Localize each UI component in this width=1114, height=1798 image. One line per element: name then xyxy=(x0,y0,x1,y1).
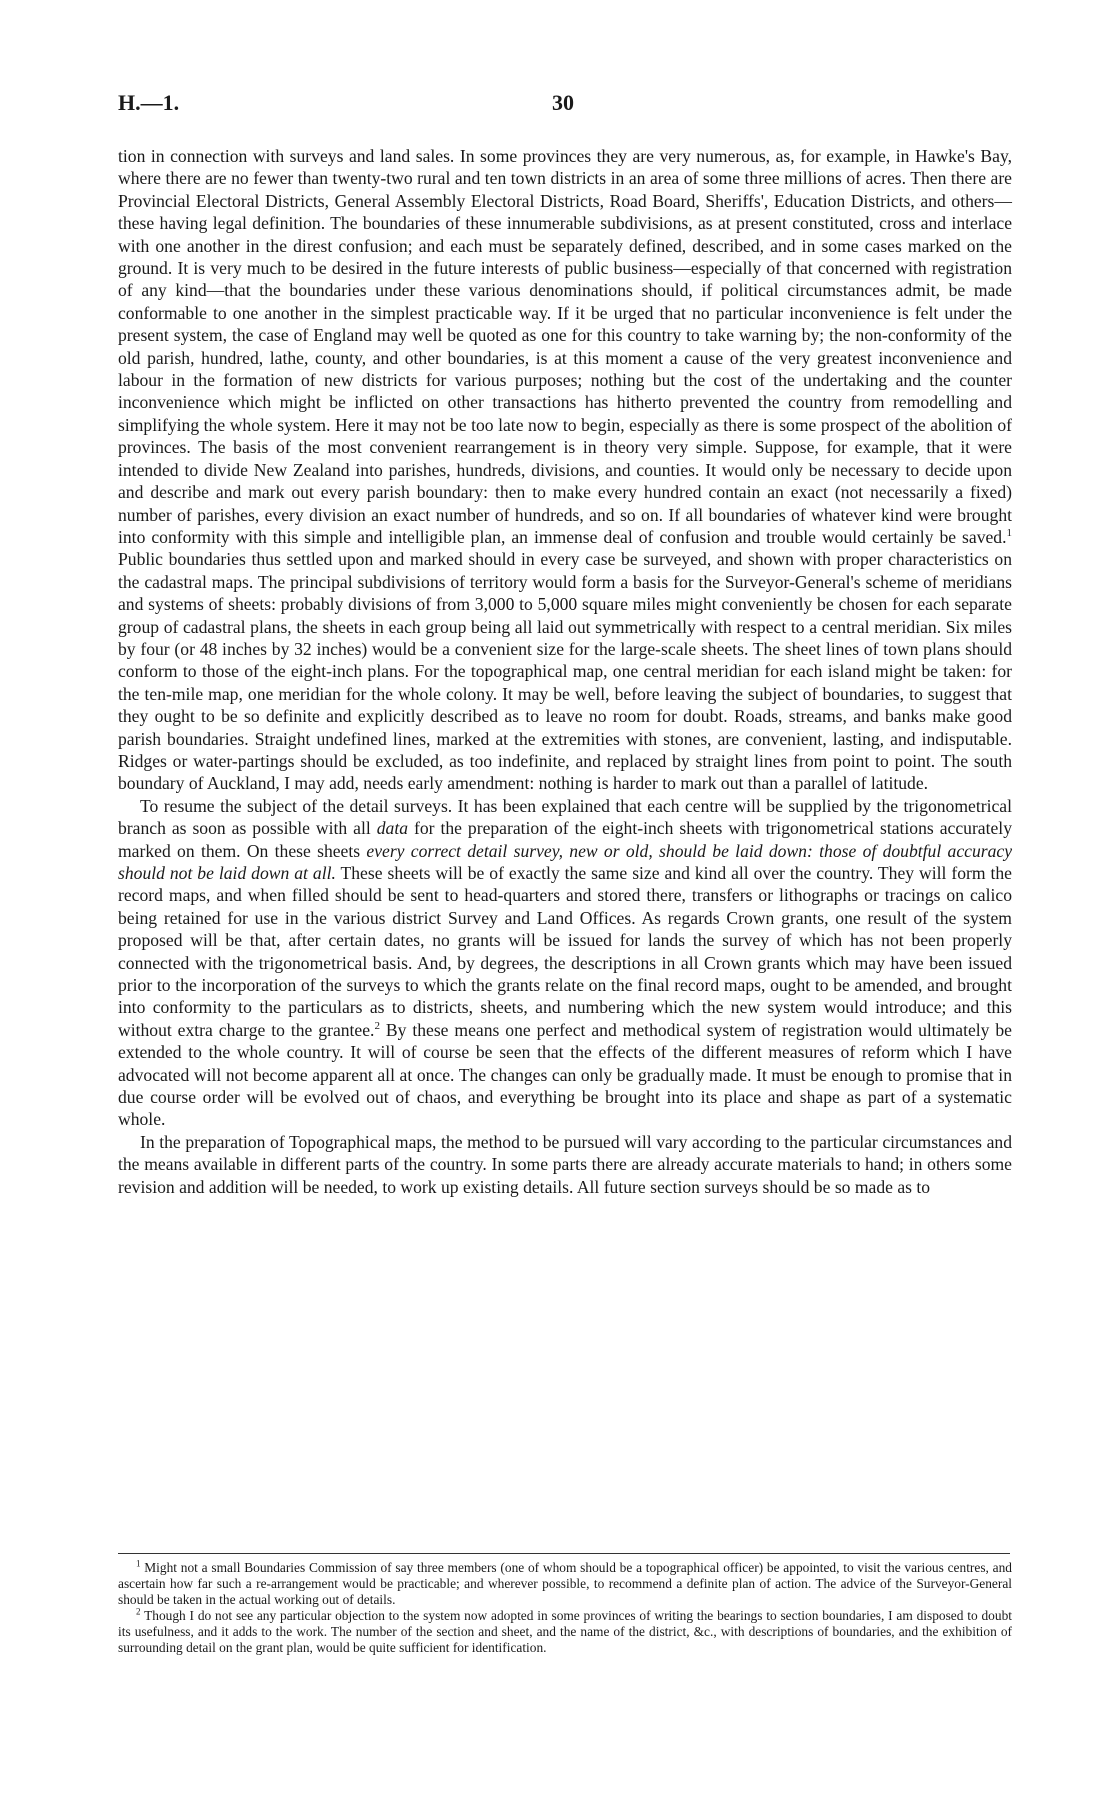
page-header xyxy=(118,90,1010,122)
footnote-divider xyxy=(118,1553,1010,1554)
footnote-1-mark: 1 xyxy=(136,1558,141,1569)
paragraph-1 xyxy=(118,145,1012,795)
footnote-1 xyxy=(118,1560,1012,1608)
footnote-2 xyxy=(118,1608,1012,1656)
paragraph-2-text-a: To resume the subject of the detail surveys. It has been explained that each centre will be supplied by the trigonometrical branch as soon as possible with all xyxy=(118,795,1012,839)
page-number: 30 xyxy=(552,90,574,115)
footnote-2-text: Though I do not see any particular objection to the system now adopted in some provinces of writing the bearings to section boundaries, I am disposed to doubt its usefulness, and it adds to the work. The number of the section and sheet, and the name of the district, &c., with descriptions of boundaries, and the exhibition of surrounding detail on the grant plan, would be quite sufficient for identification. xyxy=(118,1608,1012,1655)
paragraph-2-text-b: for the preparation of the eight-inch sheets with trigonometrical stations accurately marked on them. On these sheets xyxy=(118,818,1012,861)
paragraph-3: In the preparation of Topographical maps, the method to be pursued will vary according to the particular circumstances and the means available in different parts of the country. In some parts there are already accurate materials to hand; in others some revision and addition will be needed, to work up existing details. All future section surveys should be so made as to xyxy=(118,1131,1012,1197)
body-text xyxy=(118,145,1012,1198)
footnote-1-text: Might not a small Boundaries Commission of say three members (one of whom should be a topographical officer) be appointed, to visit the various centres, and ascertain how far such a re-arrangement would be practicable; and wherever possible, to recommend a definite plan of action. The advice of the Surveyor-General should be taken in the actual working out of details. xyxy=(118,1560,1012,1607)
paragraph-1-text-a: tion in connection with surveys and land sales. In some provinces they are very numerous, as, for example, in Hawke's Bay, where there are no fewer than twenty-two rural and ten town districts in an area of some three millions of acres. Then there are Provincial Electoral Districts, General Assembly Electoral Districts, Road Board, Sheriffs', Education Districts, and others—these having legal definition. The boundaries of these innumerable subdivisions, as at present constituted, cross and interlace with one another in the direst confusion; and each must be separately defined, described, and in some cases marked on the ground. It is very much to be desired in the future interests of public business—especially of that concerned with registration of any kind—that the boundaries under these various denominations should, if political circumstances admit, be made conformable to one another in the simplest practicable way. If it be urged that no particular inconvenience is felt under the present system, the case of England may well be quoted as one for this country to take warning by; the non-conformity of the old parish, hundred, lathe, county, and other boundaries, is at this moment a cause of the very greatest inconvenience and labour in the formation of new districts for various purposes; nothing but the cost of the undertaking and the counter inconvenience which might be inflicted on other transactions has hitherto prevented the country from remodelling and simplifying the whole system. Here it may not be too late now to begin, especially as there is some prospect of the abolition of provinces. The basis of the most convenient rearrangement is in theory very simple. Suppose, for example, that it were intended to divide New Zealand into parishes, hundreds, divisions, and counties. It would only be necessary to decide upon and describe and mark out every parish boundary: then to make every hundred contain an exact (not necessarily a fixed) number of parishes, every division an exact number of hundreds, and so on. If all boundaries of whatever kind were brought into conformity with this simple and intelligible plan, an immense deal of confusion and trouble would certainly be saved. xyxy=(118,146,1012,547)
footnote-ref-1: 1 xyxy=(1006,527,1012,540)
paragraph-2-text-c: These sheets will be of exactly the same size and kind all over the country. They will form the record maps, and when filled should be sent to head-quarters and stored there, transfers or lithographs or tracings on calico being retained for use in the various district Survey and Land Offices. As regards Crown grants, one result of the system proposed will be that, after certain dates, no grants will be issued for lands the survey of which has not been properly connected with the trigonometrical basis. And, by degrees, the descriptions in all Crown grants which may have been issued prior to the incorporation of the surveys to which the grants relate on the final record maps, ought to be amended, and brought into conformity to the particulars as to districts, sheets, and numbering which the new system would introduce; and this without extra charge to the grantee. xyxy=(118,863,1012,1040)
paragraph-1-text-b: Public boundaries thus settled upon and marked should in every case be surveyed, and shown with proper characteristics on the cadastral maps. The principal subdivisions of territory would form a basis for the Surveyor-General's scheme of meridians and systems of sheets: probably divisions of from 3,000 to 5,000 square miles might conveniently be chosen for each separate group of cadastral plans, the sheets in each group being all laid out symmetrically with respect to a central meridian. Six miles by four (or 48 inches by 32 inches) would be a convenient size for the large-scale sheets. The sheet lines of town plans should conform to those of the eight-inch plans. For the topographical map, one central meridian for each island might be taken: for the ten-mile map, one meridian for the whole colony. It may be well, before leaving the subject of boundaries, to suggest that they ought to be so definite and explicitly described as to leave no room for doubt. Roads, streams, and banks make good parish boundaries. Straight undefined lines, marked at the extremities with stones, are convenient, lasting, and indisputable. Ridges or water-partings should be excluded, as too indefinite, and replaced by straight lines from point to point. The south boundary of Auckland, I may add, needs early amendment: nothing is harder to mark out than a parallel of latitude. xyxy=(118,549,1012,794)
footnote-2-mark: 2 xyxy=(136,1606,141,1617)
paragraph-2 xyxy=(118,795,1012,1131)
footnote-ref-2: 2 xyxy=(374,1019,380,1032)
data-word: data xyxy=(376,818,408,839)
paragraph-2-text-d: By these means one perfect and methodical system of registration would ultimately be extended to the whole country. It will of course be seen that the effects of the different measures of reform which I have advocated will not become apparent all at once. The changes can only be gradually made. It must be enough to promise that in due course order will be evolved out of chaos, and everything be brought into its place and shape as part of a systematic whole. xyxy=(118,1019,1012,1130)
document-reference: H.—1. xyxy=(118,90,180,115)
emphasis-phrase: every correct detail survey, new or old, should be laid down: those of doubtful accuracy should not be laid down at all. xyxy=(118,840,1012,883)
footnotes xyxy=(118,1560,1012,1656)
